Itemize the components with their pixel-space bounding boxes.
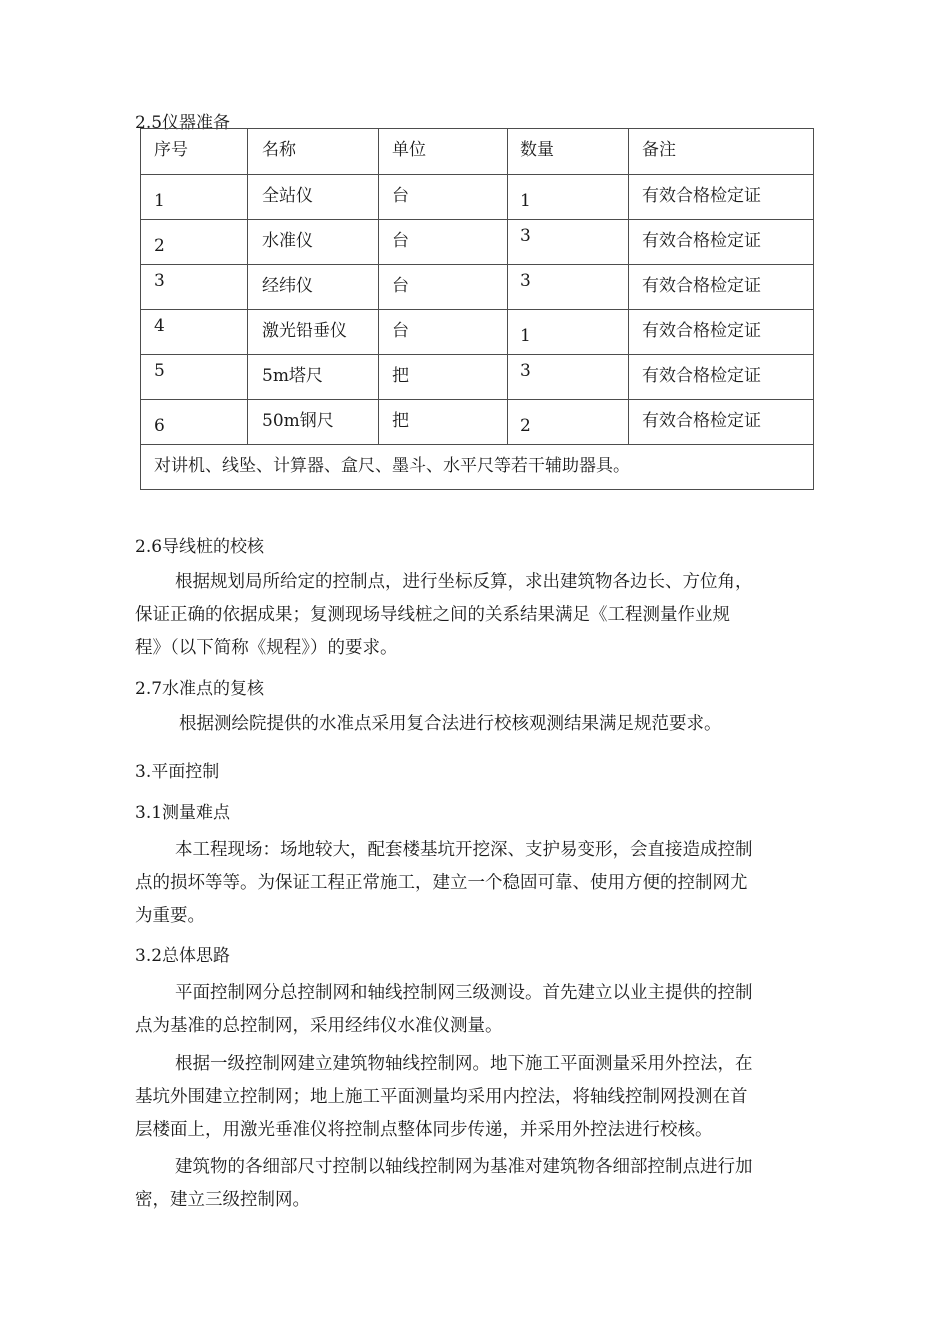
table-row [141, 355, 814, 400]
row-name: 全站仪 [262, 186, 313, 206]
row-unit: 台 [392, 186, 409, 206]
row-note: 有效合格检定证 [642, 321, 761, 341]
paragraph-2-7: 根据测绘院提供的水准点采用复合法进行校核观测结果满足规范要求。 [179, 714, 722, 734]
row-unit: 台 [392, 276, 409, 296]
table-row [141, 400, 814, 445]
row-number: 1 [154, 191, 165, 211]
paragraph-3-2-b: 根据一级控制网建立建筑物轴线控制网。地下施工平面测量采用外控法，在 基坑外围建立控制网；地上施工平面测量均采用内控法，将轴线控制网投测在首 层楼面上，用激光垂准仪将控制点整体同步传递，并采用外控法进行校核。 [135, 1054, 753, 1140]
row-quantity: 1 [520, 191, 531, 211]
row-name: 经纬仪 [262, 276, 313, 296]
instrument-table [140, 128, 814, 490]
table-row [141, 175, 814, 220]
row-name: 50m钢尺 [262, 411, 334, 431]
row-number: 5 [154, 361, 165, 381]
header-cell: 备注 [629, 129, 814, 175]
row-number: 3 [154, 271, 165, 291]
section-heading-2-6: 2.6导线桩的校核 [135, 537, 265, 557]
row-note: 有效合格检定证 [642, 231, 761, 251]
row-number: 6 [154, 416, 165, 436]
section-heading-2-7: 2.7水准点的复核 [135, 679, 265, 699]
section-heading-3-1: 3.1测量难点 [135, 803, 231, 823]
table-row [141, 220, 814, 265]
row-note: 有效合格检定证 [642, 276, 761, 296]
row-note: 有效合格检定证 [642, 186, 761, 206]
header-cell: 数量 [508, 129, 629, 175]
row-quantity: 3 [520, 226, 531, 246]
paragraph-3-1: 本工程现场：场地较大，配套楼基坑开挖深、支护易变形，会直接造成控制 点的损坏等等。为保证工程正常施工，建立一个稳固可靠、使用方便的控制网尤 为重要。 [135, 840, 753, 926]
table-note-row [141, 445, 814, 490]
table-header-row [141, 129, 814, 175]
row-note: 有效合格检定证 [642, 411, 761, 431]
header-cell: 单位 [379, 129, 508, 175]
section-heading-2-5: 2.5仪器准备 [135, 113, 231, 133]
section-heading-3-2: 3.2总体思路 [135, 946, 231, 966]
paragraph-3-2-a: 平面控制网分总控制网和轴线控制网三级测设。首先建立以业主提供的控制 点为基准的总控制网，采用经纬仪水准仪测量。 [135, 983, 753, 1036]
row-number: 4 [154, 316, 165, 336]
table-note: 对讲机、线坠、计算器、盒尺、墨斗、水平尺等若干辅助器具。 [154, 456, 630, 476]
table-row [141, 310, 814, 355]
row-quantity: 1 [520, 326, 531, 346]
row-unit: 台 [392, 321, 409, 341]
paragraph-2-6: 根据规划局所给定的控制点，进行坐标反算，求出建筑物各边长、方位角， 保证正确的依据成果；复测现场导线桩之间的关系结果满足《工程测量作业规 程》（以下简称《规程》）的要求。 [135, 572, 753, 658]
header-cell: 名称 [248, 129, 379, 175]
table-row [141, 265, 814, 310]
row-name: 水准仪 [262, 231, 313, 251]
section-heading-3: 3.平面控制 [135, 762, 220, 782]
row-unit: 把 [392, 411, 409, 431]
row-number: 2 [154, 236, 165, 256]
row-name: 激光铅垂仪 [262, 321, 347, 341]
paragraph-3-2-c: 建筑物的各细部尺寸控制以轴线控制网为基准对建筑物各细部控制点进行加 密，建立三级控制网。 [135, 1157, 753, 1210]
row-quantity: 2 [520, 416, 531, 436]
row-unit: 台 [392, 231, 409, 251]
row-quantity: 3 [520, 361, 531, 381]
row-quantity: 3 [520, 271, 531, 291]
row-unit: 把 [392, 366, 409, 386]
row-note: 有效合格检定证 [642, 366, 761, 386]
row-name: 5m塔尺 [262, 366, 323, 386]
header-cell: 序号 [141, 129, 248, 175]
